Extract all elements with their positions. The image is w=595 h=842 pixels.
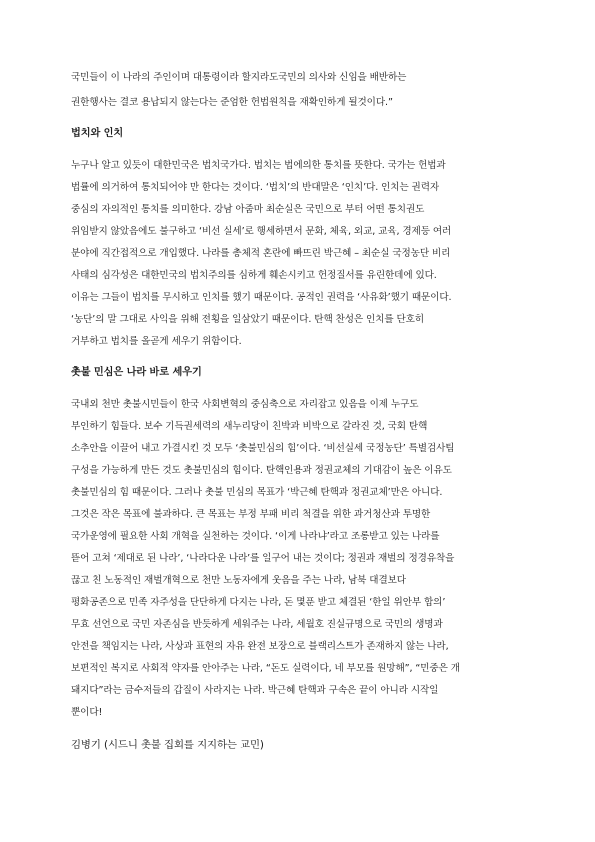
paragraph-line: 촛불민심의 힘 때문이다. 그러나 촛불 민심의 목표가 ‘박근혜 탄핵과 정권교체’만은 아니다. [71, 487, 443, 498]
author-signature: 김병기 (시드니 촛불 집회를 지지하는 교민) [71, 739, 264, 751]
paragraph-line: 뿐이다! [71, 707, 103, 718]
paragraph-line: 국내외 천만 촛불시민들이 한국 사회변혁의 중심축으로 자리잡고 있음을 이제 누구도 [71, 399, 419, 410]
paragraph-line: 중심의 자의적인 통치를 의미한다. 강남 아줌마 최순실은 국민으로 부터 어떤 통치권도 [71, 204, 425, 215]
paragraph-line: 끊고 친 노동적인 재벌개혁으로 천만 노동자에게 웃음을 주는 나라, 남북 대결보다 [71, 575, 406, 586]
paragraph-line: 위임받지 않았음에도 불구하고 ‘비선 실세’로 행세하면서 문화, 체육, 외교, 교육, 경제등 여러 [71, 226, 452, 237]
paragraph-line: 국가운영에 필요한 사회 개혁을 실천하는 것이다. ‘이게 나라냐’라고 조롱받고 있는 나라를 [71, 531, 440, 542]
section-heading-candlelight: 촛불 민심은 나라 바로 세우기 [71, 367, 202, 378]
paragraph-line: 평화공존으로 민족 자주성을 단단하게 다지는 나라, 돈 몇푼 받고 체결된 ‘한일 위안부 합의’ [71, 597, 446, 608]
paragraph-line: 소추안을 이끌어 내고 가결시킨 것 모두 ‘촛불민심의 힘’이다. ‘비선실세 국정농단’ 특별검사팀 [71, 443, 455, 454]
paragraph-line: 구성을 가능하게 만든 것도 촛불민심의 힘이다. 탄핵인용과 정권교체의 기대감이 높은 이유도 [71, 465, 452, 476]
paragraph-line: ‘농단’의 말 그대로 사익을 위해 전횡을 일삼았기 때문이다. 탄핵 찬성은 인치를 단호히 [71, 314, 424, 325]
paragraph-line: 거부하고 법치를 올곧게 세우기 위함이다. [71, 336, 242, 347]
paragraph-line: 돼지다”라는 금수저들의 갑질이 사라지는 나라. 박근혜 탄핵과 구속은 끝이 아니라 시작일 [71, 685, 439, 696]
paragraph-line: 안전을 책임지는 나라, 사상과 표현의 자유 완전 보장으로 블랙리스트가 존재하지 않는 나라, [71, 641, 449, 652]
paragraph-line: 법률에 의거하여 통치되어야 만 한다는 것이다. ‘법치’의 반대말은 ‘인치’다. 인치는 권력자 [71, 182, 440, 193]
intro-line: 권한행사는 결코 용납되지 않는다는 준엄한 헌법원칙을 재확인하게 될것이다.” [71, 97, 393, 108]
paragraph-line: 사태의 심각성은 대한민국의 법치주의를 심하게 훼손시키고 헌정질서를 유린한데에 있다. [71, 270, 437, 281]
paragraph-line: 뜯어 고쳐 ‘제대로 된 나라’, ‘나라다운 나라’를 일구어 내는 것이다; 정권과 재벌의 정경유착을 [71, 553, 455, 564]
paragraph-line: 부인하기 힘들다. 보수 기득권세력의 새누리당이 친박과 비박으로 갈라진 것, 국회 탄핵 [71, 421, 428, 432]
paragraph-line: 누구나 알고 있듯이 대한민국은 법치국가다. 법치는 법에의한 통치를 뜻한다. 국가는 헌법과 [71, 160, 446, 171]
paragraph-line: 무효 선언으로 국민 자존심을 반듯하게 세워주는 나라, 세월호 진실규명으로 국민의 생명과 [71, 619, 443, 630]
intro-line: 국민들이 이 나라의 주인이며 대통령이라 할지라도국민의 의사와 신임을 배반하는 [71, 72, 407, 83]
paragraph-line: 이유는 그들이 법치를 무시하고 인치를 했기 때문이다. 공적인 권력을 ‘사유화’했기 때문이다. [71, 292, 452, 303]
section-heading-rule-of-law: 법치와 인치 [71, 128, 124, 139]
paragraph-line: 분야에 직간접적으로 개입했다. 나라를 총체적 혼란에 빠뜨린 박근혜 – 최순실 국정농단 비리 [71, 248, 451, 259]
paragraph-line: 그것은 작은 목표에 불과하다. 큰 목표는 부정 부패 비리 척결을 위한 과거청산과 투명한 [71, 509, 431, 520]
paragraph-line: 보편적인 복지로 사회적 약자를 안아주는 나라, “돈도 실력이다, 네 부모를 원망해”, “민중은 개 [71, 663, 460, 674]
